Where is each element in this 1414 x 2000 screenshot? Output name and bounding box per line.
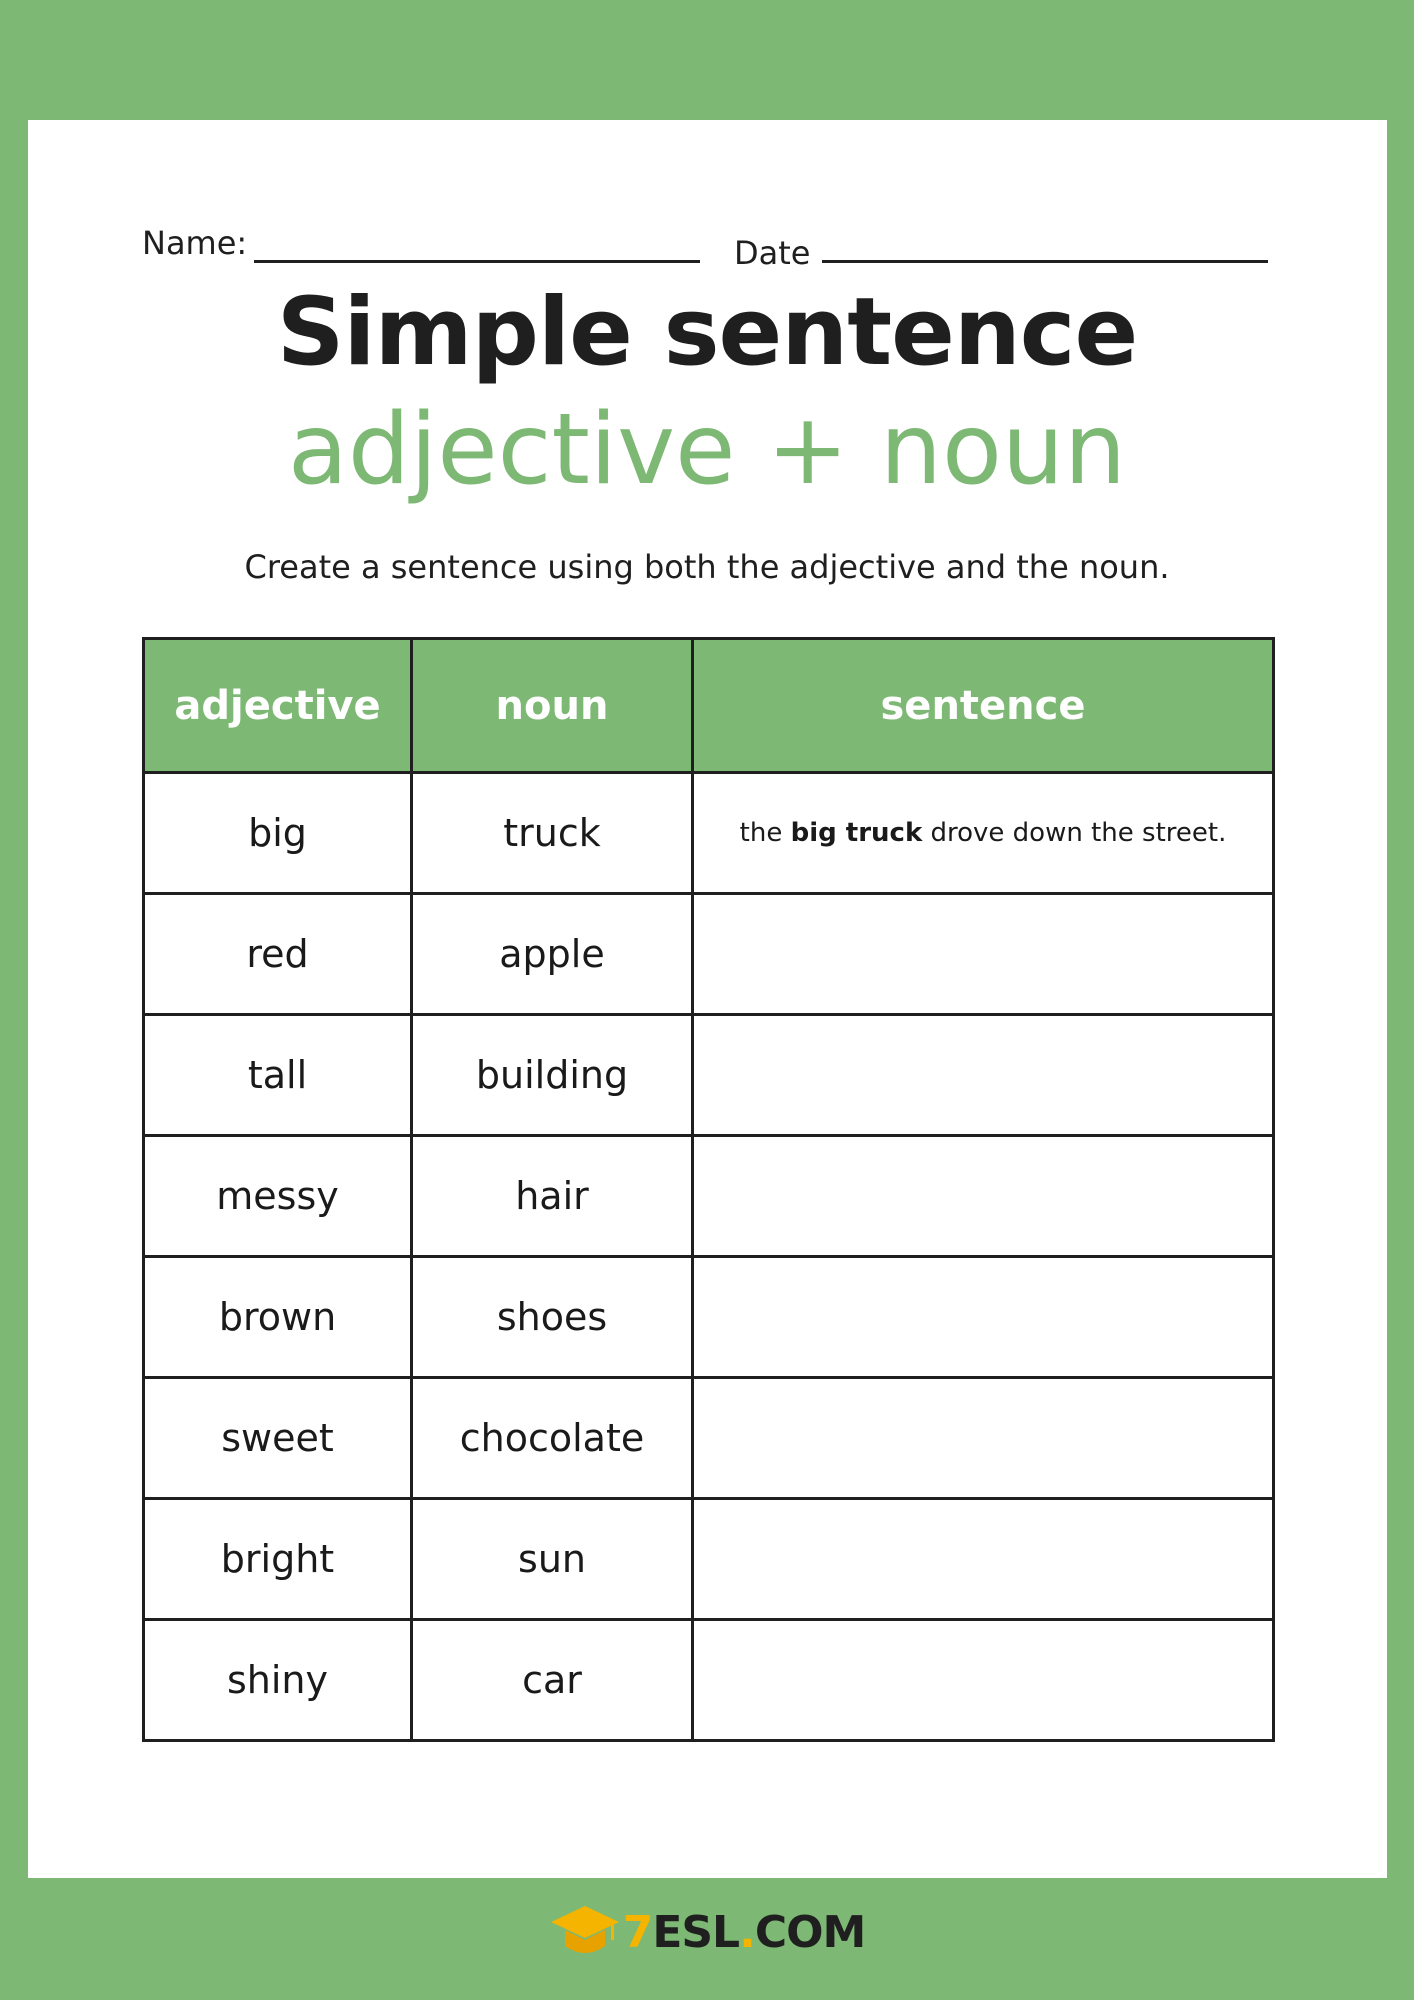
example-sentence-cell: [693, 773, 1274, 894]
adjective-cell: shiny: [144, 1620, 412, 1741]
noun-cell: shoes: [412, 1257, 693, 1378]
table-header-row: [144, 639, 1274, 773]
sentence-answer-cell[interactable]: [693, 1136, 1274, 1257]
noun-cell: sun: [412, 1499, 693, 1620]
sentence-answer-cell[interactable]: [693, 1015, 1274, 1136]
noun-cell: hair: [412, 1136, 693, 1257]
logo-dot: .: [739, 1906, 755, 1958]
logo-text: [623, 1907, 866, 1958]
name-date-row: [142, 222, 1267, 272]
adjective-cell: tall: [144, 1015, 412, 1136]
date-label: Date: [734, 234, 811, 272]
name-label: Name:: [142, 224, 248, 262]
table-row: [144, 1257, 1274, 1378]
logo-seven: 7: [622, 1906, 653, 1958]
adjective-cell: bright: [144, 1499, 412, 1620]
sentence-answer-cell[interactable]: [693, 1620, 1274, 1741]
example-after: drove down the street.: [922, 818, 1227, 848]
adjective-cell: brown: [144, 1257, 412, 1378]
brand-logo[interactable]: [0, 1900, 1414, 1964]
adjective-cell: red: [144, 894, 412, 1015]
header-noun: noun: [412, 639, 693, 773]
noun-cell: chocolate: [412, 1378, 693, 1499]
sentence-answer-cell[interactable]: [693, 1499, 1274, 1620]
logo-tld: COM: [754, 1906, 866, 1958]
exercise-table: [142, 637, 1275, 1742]
logo-esl: ESL: [652, 1906, 740, 1958]
adjective-cell: big: [144, 773, 412, 894]
sentence-answer-cell[interactable]: [693, 1257, 1274, 1378]
noun-cell: apple: [412, 894, 693, 1015]
noun-cell: building: [412, 1015, 693, 1136]
date-line[interactable]: [822, 260, 1268, 263]
noun-cell: car: [412, 1620, 693, 1741]
table-row: [144, 1378, 1274, 1499]
noun-cell: truck: [412, 773, 693, 894]
header-sentence: sentence: [693, 639, 1274, 773]
table-row: [144, 1015, 1274, 1136]
table-row: [144, 1136, 1274, 1257]
adjective-cell: messy: [144, 1136, 412, 1257]
table-row: [144, 1499, 1274, 1620]
name-line[interactable]: [254, 260, 700, 263]
adjective-cell: sweet: [144, 1378, 412, 1499]
example-before: the: [739, 818, 791, 848]
page-title: Simple sentence: [276, 278, 1138, 387]
table-row: [144, 1620, 1274, 1741]
table-row: [144, 894, 1274, 1015]
graduation-cap-icon: [549, 1904, 621, 1960]
table-row: [144, 773, 1274, 894]
header-adjective: adjective: [144, 639, 412, 773]
sentence-answer-cell[interactable]: [693, 1378, 1274, 1499]
example-bold: big truck: [790, 818, 923, 848]
instructions: Create a sentence using both the adjective and the noun.: [244, 548, 1170, 586]
sentence-answer-cell[interactable]: [693, 894, 1274, 1015]
page-subtitle: adjective + noun: [287, 393, 1127, 507]
